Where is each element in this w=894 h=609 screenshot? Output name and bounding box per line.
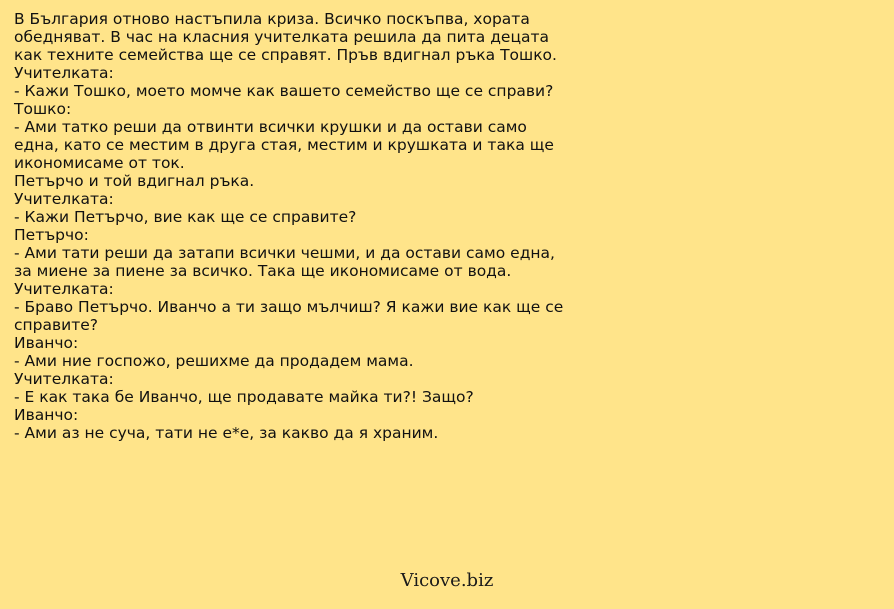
joke-text: [14, 10, 874, 442]
joke-line: - Кажи Тошко, моето момче как вашето семейство ще се справи?: [14, 82, 554, 100]
joke-line: - Ами тати реши да затапи всички чешми, и да остави само една,: [14, 244, 555, 262]
joke-line: справите?: [14, 316, 98, 334]
joke-line: икономисаме от ток.: [14, 154, 185, 172]
joke-line: - Ами татко реши да отвинти всички крушки и да остави само: [14, 118, 527, 136]
joke-line: Иванчо:: [14, 406, 79, 424]
joke-line: за миене за пиене за всичко. Така ще икономисаме от вода.: [14, 262, 512, 280]
joke-line: Тошко:: [14, 100, 72, 118]
joke-line: Учителката:: [14, 370, 114, 388]
site-watermark: Vicove.biz: [400, 570, 494, 591]
joke-line: Петърчо:: [14, 226, 89, 244]
joke-line: - Е как така бе Иванчо, ще продавате майка ти?! Защо?: [14, 388, 474, 406]
joke-line: една, като се местим в друга стая, местим и крушката и така ще: [14, 136, 554, 154]
joke-line: обедняват. В час на класния учителката решила да пита децата: [14, 28, 550, 46]
joke-line: В България отново настъпила криза. Всичко поскъпва, хората: [14, 10, 530, 28]
joke-line: Учителката:: [14, 280, 114, 298]
joke-line: - Кажи Петърчо, вие как ще се справите?: [14, 208, 357, 226]
joke-line: - Браво Петърчо. Иванчо а ти защо мълчиш? Я кажи вие как ще се: [14, 298, 564, 316]
joke-line: - Ами аз не суча, тати не е*е, за какво да я храним.: [14, 424, 439, 442]
joke-line: как техните семейства ще се справят. Пръв вдигнал ръка Тошко.: [14, 46, 557, 64]
joke-line: Иванчо:: [14, 334, 79, 352]
joke-line: Петърчо и той вдигнал ръка.: [14, 172, 255, 190]
joke-line: Учителката:: [14, 190, 114, 208]
joke-line: Учителката:: [14, 64, 114, 82]
joke-line: - Ами ние госпожо, решихме да продадем мама.: [14, 352, 414, 370]
